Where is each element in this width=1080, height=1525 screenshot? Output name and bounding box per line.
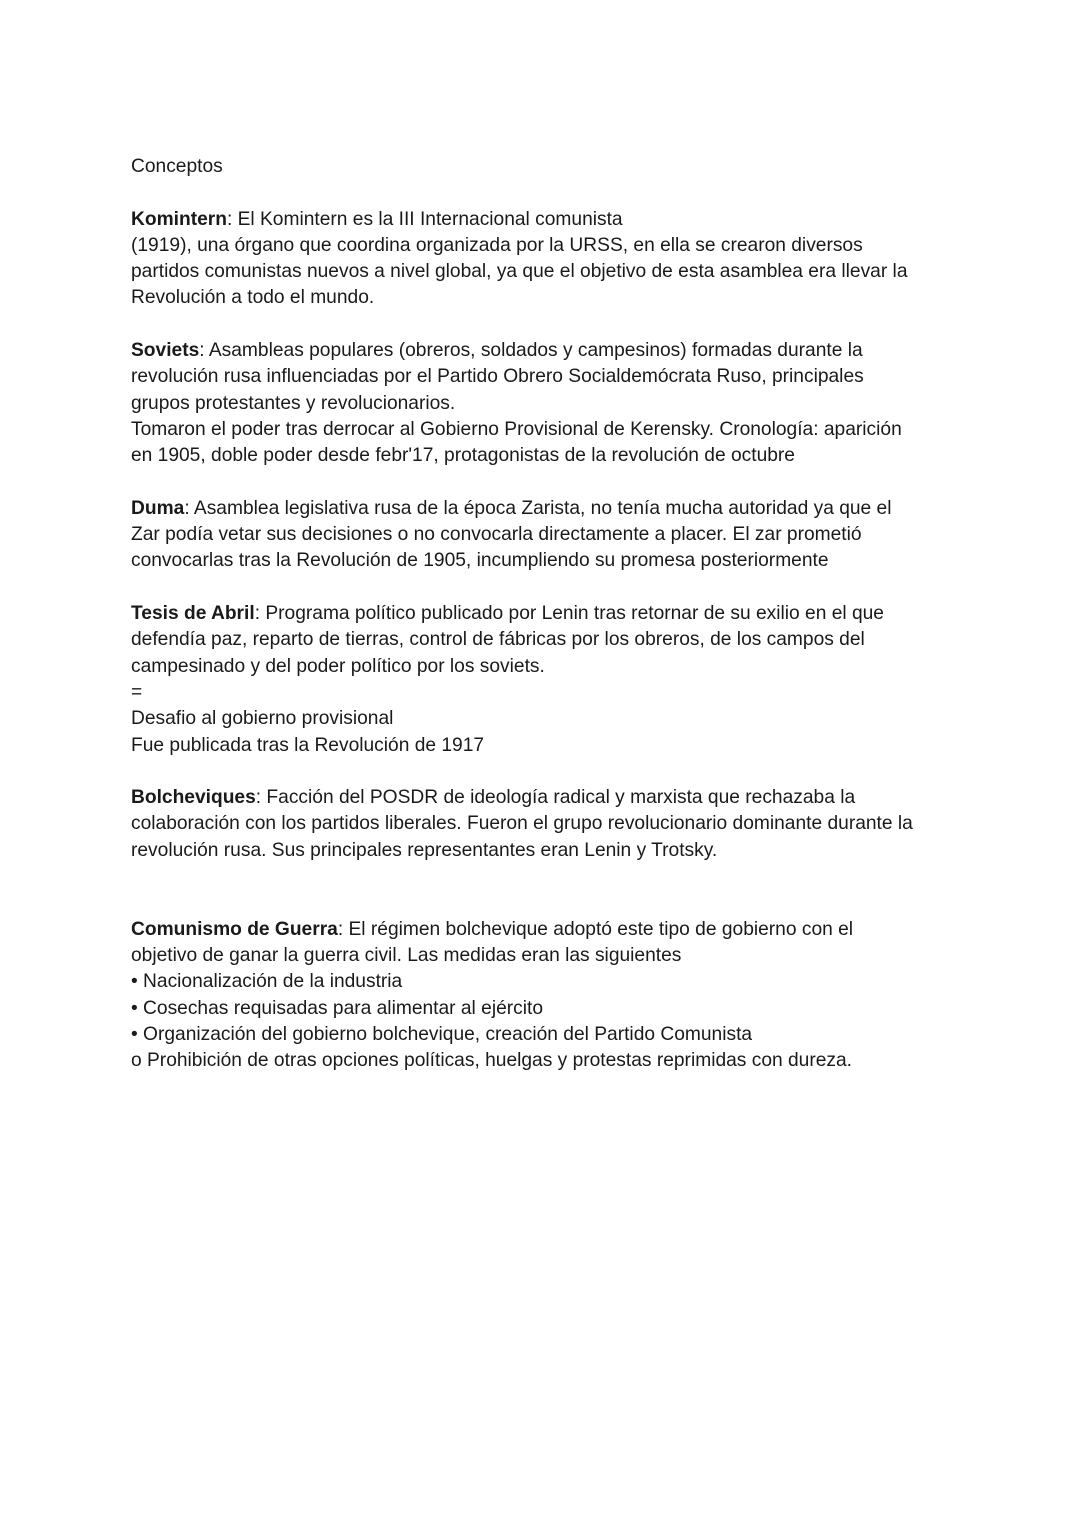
entry-term: Soviets: [131, 340, 200, 362]
entry-line: Fue publicada tras la Revolución de 1917: [131, 734, 485, 756]
entry-term: Komintern: [131, 208, 227, 230]
entry-text: : Facción del POSDR de ideología radical y marxista que rechazaba la: [255, 787, 856, 809]
entry-line: Desafio al gobierno provisional: [131, 708, 394, 730]
entry-text: : Programa político publicado por Lenin tras retornar de su exilio en el que: [254, 603, 884, 625]
entry-line: colaboración con los partidos liberales. Fueron el grupo revolucionario dominante durante la: [131, 813, 913, 835]
entry-line: revolución rusa. Sus principales representantes eran Lenin y Trotsky.: [131, 839, 718, 861]
entry-first-line: [131, 601, 961, 627]
entry-term: Comunismo de Guerra: [131, 918, 338, 940]
entry-term: Duma: [131, 497, 185, 519]
entry-first-line: [131, 207, 961, 233]
entry-term: Tesis de Abril: [131, 603, 255, 625]
bullet-item: o Prohibición de otras opciones políticas, huelgas y protestas reprimidas con dureza.: [131, 1050, 852, 1072]
bullet-item: • Cosechas requisadas para alimentar al ejército: [131, 997, 543, 1019]
entry-first-line: [131, 917, 961, 943]
entry-line: partidos comunistas nuevos a nivel global, ya que el objetivo de esta asamblea era llevar la: [131, 261, 908, 283]
entry-line: grupos protestantes y revolucionarios.: [131, 392, 456, 414]
page-title: Conceptos: [131, 156, 223, 177]
entry-text: : El Komintern es la III Internacional comunista: [226, 208, 623, 230]
entry-text: : Asamblea legislativa rusa de la época Zarista, no tenía mucha autoridad ya que el: [184, 497, 892, 519]
entry-first-line: [131, 785, 961, 811]
entry-line: en 1905, doble poder desde febr'17, protagonistas de la revolución de octubre: [131, 445, 795, 467]
entry-line: Zar podía vetar sus decisiones o no convocarla directamente a placer. El zar prometió: [131, 524, 862, 546]
entry-line: convocarlas tras la Revolución de 1905, incumpliendo su promesa posteriormente: [131, 550, 829, 572]
entry-term: Bolcheviques: [131, 787, 256, 809]
entry-line: campesinado y del poder político por los soviets.: [131, 655, 545, 677]
entry-text: : El régimen bolchevique adoptó este tipo de gobierno con el: [337, 918, 854, 940]
equals-sign: =: [131, 681, 143, 703]
entry-line: revolución rusa influenciadas por el Partido Obrero Socialdemócrata Ruso, principales: [131, 366, 864, 388]
entry-first-line: [131, 338, 961, 364]
entry-bolcheviques: [131, 785, 961, 864]
entry-line: objetivo de ganar la guerra civil. Las medidas eran las siguientes: [131, 944, 682, 966]
entry-line: Revolución a todo el mundo.: [131, 287, 375, 309]
entry-line: (1919), una órgano que coordina organizada por la URSS, en ella se crearon diversos: [131, 234, 863, 256]
bullet-item: • Organización del gobierno bolchevique, creación del Partido Comunista: [131, 1023, 753, 1045]
entry-soviets: [131, 338, 961, 469]
entry-duma: [131, 496, 961, 575]
bullet-item: • Nacionalización de la industria: [131, 971, 403, 993]
entry-line: Tomaron el poder tras derrocar al Gobierno Provisional de Kerensky. Cronología: aparición: [131, 418, 902, 440]
entry-comunismo-de-guerra: [131, 917, 961, 1075]
document-page: [131, 154, 961, 1101]
entry-line: defendía paz, reparto de tierras, control de fábricas por los obreros, de los campos del: [131, 629, 865, 651]
entry-tesis-de-abril: [131, 601, 961, 759]
entry-text: : Asambleas populares (obreros, soldados y campesinos) formadas durante la: [199, 340, 863, 362]
entry-komintern: [131, 207, 961, 312]
entry-first-line: [131, 496, 961, 522]
